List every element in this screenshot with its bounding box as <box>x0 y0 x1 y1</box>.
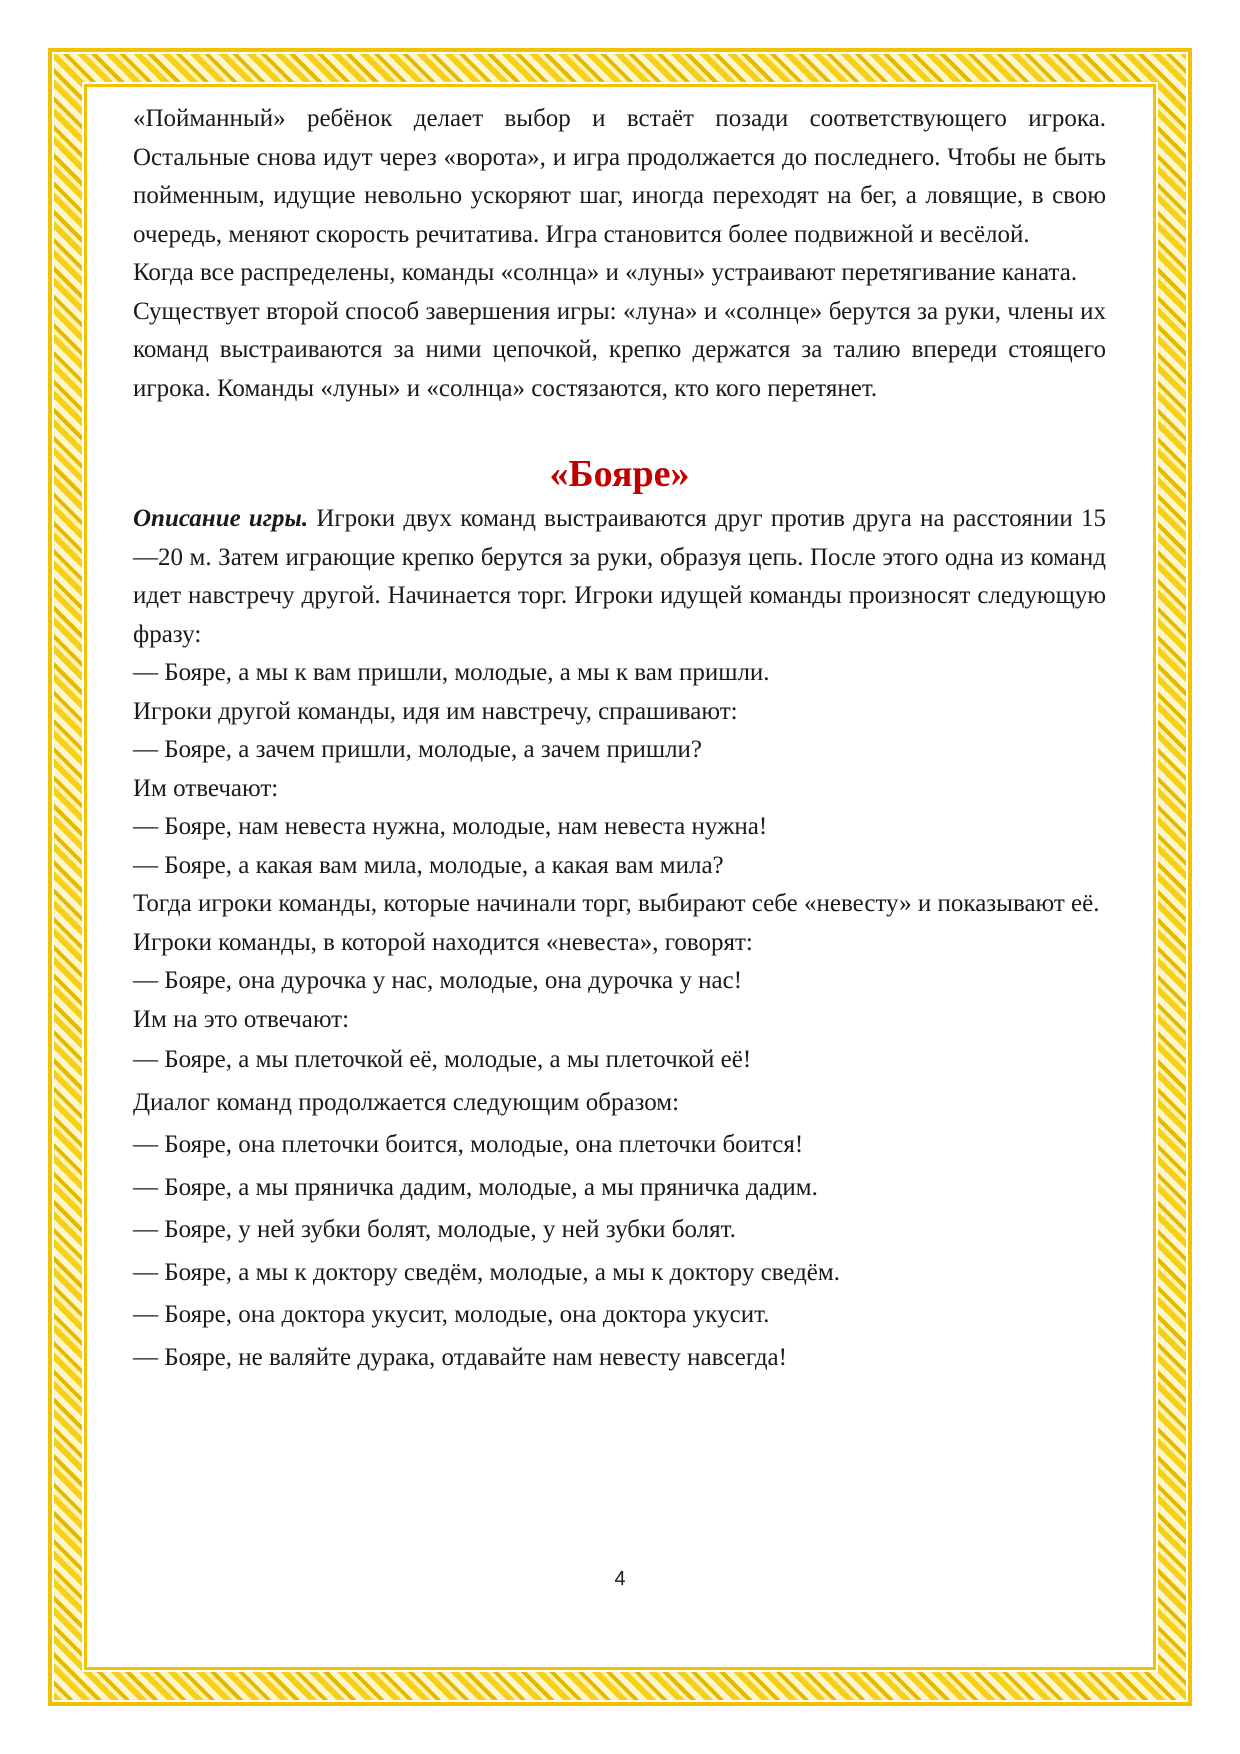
text-line: — Бояре, а мы к вам пришли, молодые, а мы к вам пришли. <box>133 659 770 686</box>
page-content <box>133 100 1106 1379</box>
dialog-line: — Бояре, она плеточки боится, молодые, она плеточки боится! <box>133 1131 804 1158</box>
intro-text: Игроки двух команд выстраиваются друг против друга на расстоянии 15—20 м. Затем играющие крепко берутся за руки, образуя цепь. После этого одна из команд идет навстречу другой. Начинается торг. Игроки идущей команды произносят следующую фразу: <box>133 505 1106 648</box>
page-number: 4 <box>614 1568 626 1590</box>
text-line: Игроки другой команды, идя им навстречу, спрашивают: <box>133 697 738 725</box>
dialog-line: — Бояре, она доктора укусит, молодые, она доктора укусит. <box>133 1301 770 1328</box>
dialog-line: — Бояре, у ней зубки болят, молодые, у ней зубки болят. <box>133 1216 736 1243</box>
intro-label: Описание игры. <box>133 505 309 532</box>
text-line: — Бояре, нам невеста нужна, молодые, нам невеста нужна! <box>133 813 768 840</box>
dialog-line: — Бояре, а мы пряничка дадим, молодые, а мы пряничка дадим. <box>133 1173 818 1201</box>
paragraph: Существует второй способ завершения игры: «луна» и «солнце» берутся за руки, члены их команд выстраиваются за ними цепочкой, крепко держатся за талию впереди стоящего игрока. Команды «луны» и «солнца» состязаются, кто кого перетянет. <box>133 297 1106 402</box>
dialog-line: — Бояре, а мы к доктору сведём, молодые, а мы к доктору сведём. <box>133 1258 840 1286</box>
dialog-line: — Бояре, а мы плеточкой её, молодые, а мы плеточкой её! <box>133 1046 752 1073</box>
text-line: Им отвечают: <box>133 774 279 802</box>
intro-paragraph <box>133 500 1106 654</box>
text-line: Им на это отвечают: <box>133 1005 350 1033</box>
dialog-line: Диалог команд продолжается следующим образом: <box>133 1088 680 1116</box>
text-line: Тогда игроки команды, которые начинали торг, выбирают себе «невесту» и показывают её. <box>133 890 1100 917</box>
text-line: — Бояре, она дурочка у нас, молодые, она дурочка у нас! <box>133 967 743 994</box>
paragraph: «Пойманный» ребёнок делает выбор и встаёт позади соответствующего игрока. Остальные снова идут через «ворота», и игра продолжается до последнего. Чтобы не быть пойменным, идущие невольно ускоряют шаг, иногда переходят на бег, а ловящие, в свою очередь, меняют скорость речитатива. Игра становится более подвижной и весёлой. <box>133 105 1106 248</box>
text-line: Игроки команды, в которой находится «невеста», говорят: <box>133 928 753 956</box>
paragraph: Когда все распределены, команды «солнца» и «луны» устраивают перетягивание каната. <box>133 259 1078 286</box>
text-line: — Бояре, а зачем пришли, молодые, а зачем пришли? <box>133 736 703 763</box>
text-line: — Бояре, а какая вам мила, молодые, а какая вам мила? <box>133 851 724 879</box>
dialog-line: — Бояре, не валяйте дурака, отдавайте нам невесту навсегда! <box>133 1343 787 1371</box>
section-title: «Бояре» <box>549 453 690 495</box>
